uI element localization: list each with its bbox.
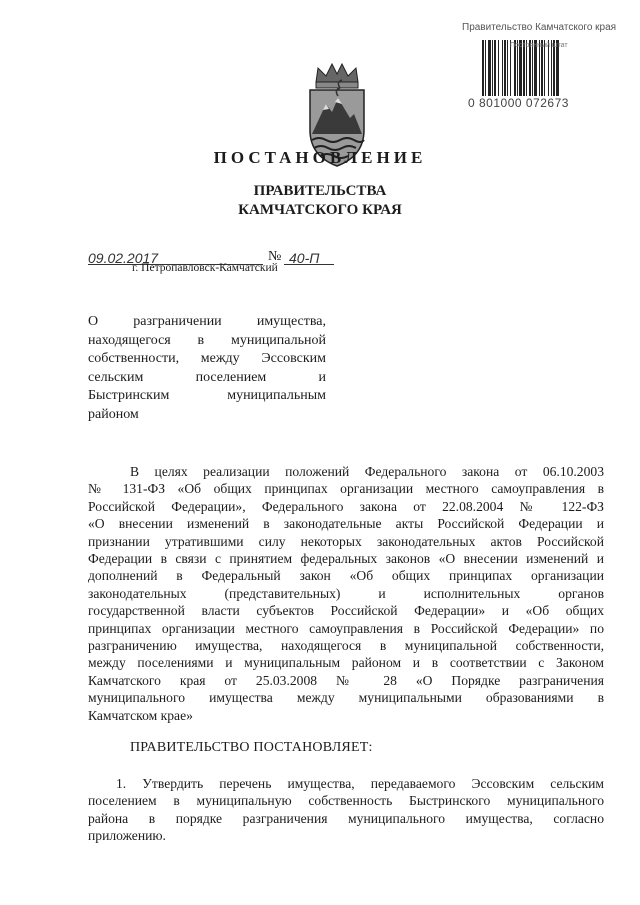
text-line: приложению. — [88, 828, 166, 844]
subject-line: собственности, между Эссовским — [88, 351, 326, 367]
issuer-line-2: КАМЧАТСКОГО КРАЯ — [238, 202, 402, 218]
barcode-bar — [498, 40, 499, 96]
subject-line: районом — [88, 406, 139, 422]
text-line: государственной власти субъектов Российской Федерации» и «Об общих — [88, 603, 604, 619]
text-line: района в порядке разграничения муниципального имущества, согласно — [88, 810, 604, 826]
barcode-number: 0 801000 072673 — [468, 96, 569, 110]
number-underline — [284, 264, 334, 265]
barcode-bar — [488, 40, 491, 96]
text-line: дополнений в Федеральный закон «Об общих принципах организации — [88, 568, 604, 584]
preamble-paragraph — [88, 463, 604, 724]
barcode-bar — [485, 40, 486, 96]
city: г. Петропавловск-Камчатский — [132, 262, 278, 274]
barcode-bar — [507, 40, 508, 96]
text-line: между поселениями и муниципальным районом и в соответствии с Законом — [88, 655, 604, 671]
stamp-subtitle: Постоянный штат — [510, 42, 568, 49]
barcode-bar — [504, 40, 506, 96]
document-title: ПОСТАНОВЛЕНИЕ — [213, 148, 427, 167]
text-line: поселением в муниципальную собственность Быстринского муниципального — [88, 793, 604, 809]
text-line: муниципального имущества между муниципальными образованиями в — [88, 690, 604, 706]
decree-statement: ПРАВИТЕЛЬСТВО ПОСТАНОВЛЯЕТ: — [130, 740, 373, 755]
issuer-line-1: ПРАВИТЕЛЬСТВА — [253, 183, 387, 199]
text-line: Российской Федерации», Федерального закона от 22.08.2004 № 122-ФЗ — [88, 498, 604, 514]
barcode-bar — [482, 40, 484, 96]
text-line: разграничению имущества, находящегося в муниципальной собственности, — [88, 638, 604, 654]
subject-line: сельским поселением и — [88, 369, 326, 385]
decree-number: 40-П — [289, 250, 320, 266]
text-line: В целях реализации положений Федерального закона от 06.10.2003 — [130, 464, 604, 479]
decree-date: 09.02.2017 — [88, 250, 159, 266]
number-label: № — [268, 249, 282, 264]
clause-1-paragraph — [88, 775, 604, 845]
text-line: № 131-ФЗ «Об общих принципах организации местного самоуправления в — [88, 481, 604, 497]
subject-line: О разграничении имущества, — [88, 314, 326, 329]
barcode-bar — [492, 40, 493, 96]
stamp-organization: Правительство Камчатского края — [462, 22, 617, 33]
text-line: принципах организации местного самоуправления в Российской Федерации» по — [88, 620, 604, 636]
text-line: Федерации в связи с принятием федеральных законов «О внесении изменений и — [88, 551, 604, 567]
subject-line: Быстринским муниципальным — [88, 388, 326, 404]
text-line: Камчатского края от 25.03.2008 № 28 «О Порядке разграничения — [88, 672, 604, 688]
text-line: 1. Утвердить перечень имущества, передаваемого Эссовским сельским — [116, 776, 604, 791]
subject-line: находящегося в муниципальной — [88, 332, 326, 348]
barcode-bar — [502, 40, 503, 96]
text-line: Камчатском крае» — [88, 707, 193, 723]
text-line: законодательных (представительных) и исполнительных органов — [88, 585, 604, 601]
text-line: «О внесении изменений в законодательные акты Российской Федерации и — [88, 516, 604, 532]
barcode-bar — [494, 40, 496, 96]
text-line: признании утратившими силу некоторых законодательных актов Российской — [88, 533, 604, 549]
decree-subject — [88, 313, 326, 425]
